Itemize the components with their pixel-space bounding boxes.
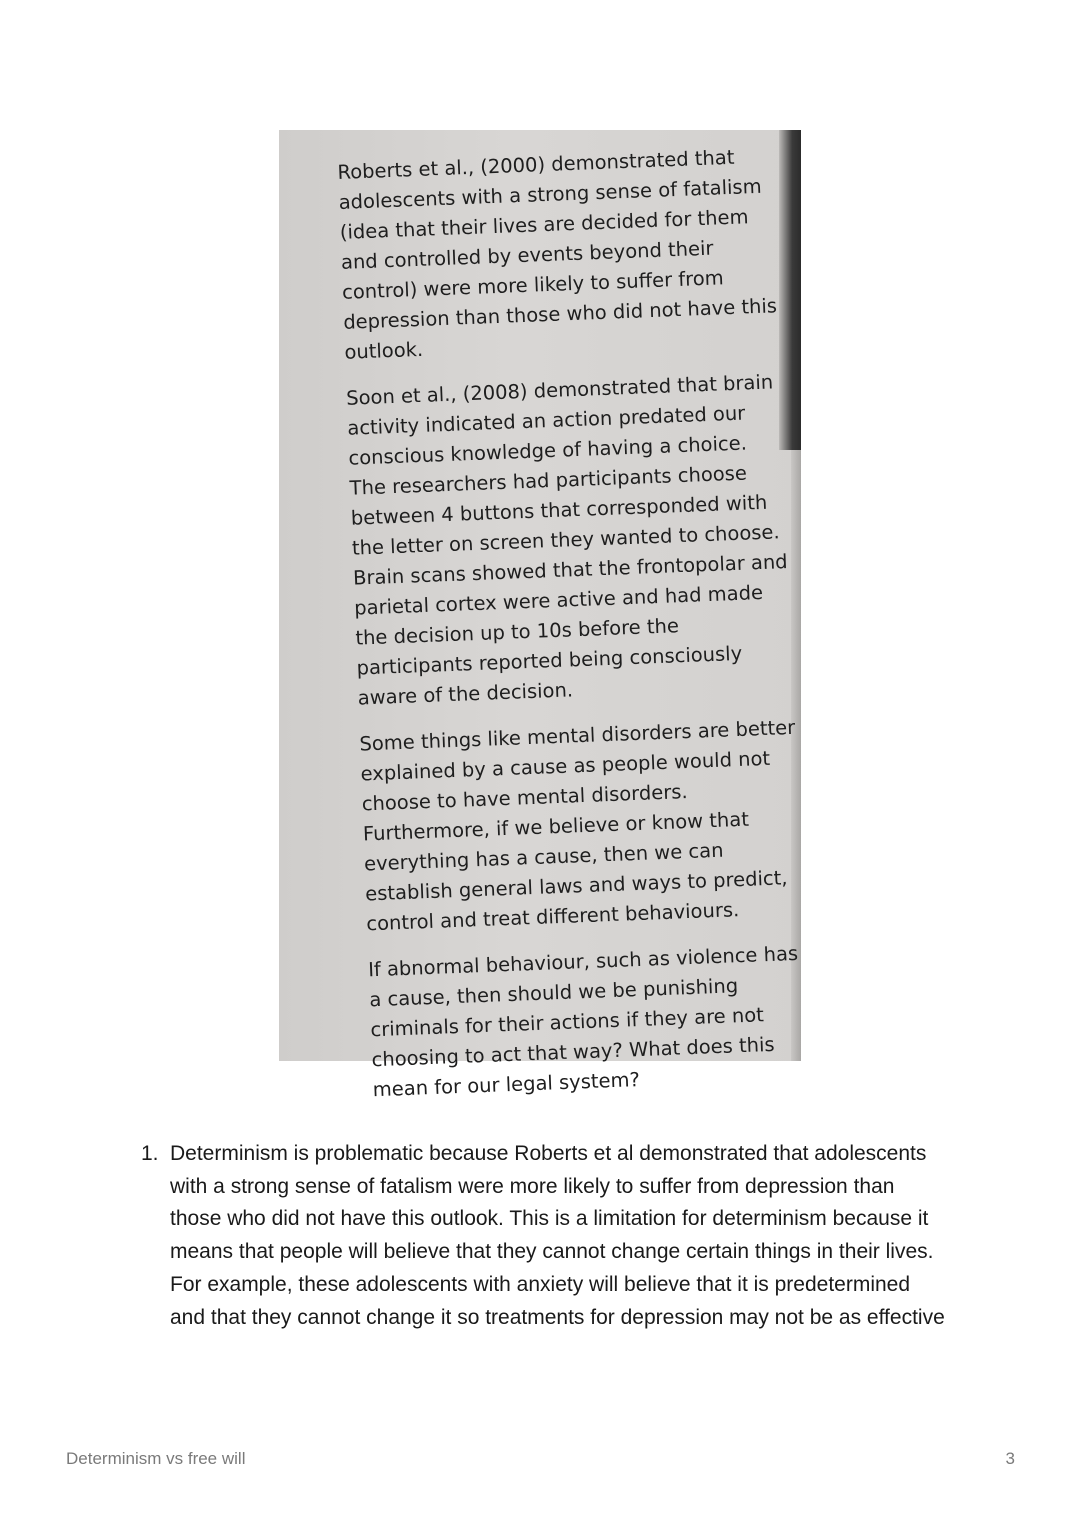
photo-paragraph-abnormal-behaviour: If abnormal behaviour, such as violence has a cause, then should we be punishing criminals for their actions if they are not choosing to act that way? What does this mean for our legal system? [367, 941, 799, 1102]
photo-paragraph-soon: Soon et al., (2008) demonstrated that brain activity indicated an action predated our conscious knowledge of having a choice. The researchers had participants choose between 4 buttons that corresponded with the letter on screen they wanted to choose. Brain scans showed that the frontopolar and parietal cortex were active and had made the decision up to 10s before the participants reported being consciously aware of the decision. [345, 370, 788, 710]
footer-title: Determinism vs free will [66, 1449, 246, 1468]
list-item-number: 1. [141, 1142, 159, 1165]
page-number: 3 [1005, 1449, 1015, 1468]
photo-of-text [279, 130, 801, 1102]
photo-text-block [337, 141, 814, 1121]
photo-paragraph-mental-disorders: Some things like mental disorders are better explained by a cause as people would not choose to have mental disorders. Furthermore, if we believe or know that everything has a cause, then we can establish general laws and ways to predict, control and treat different behaviours. [359, 715, 796, 936]
numbered-list [135, 1138, 945, 1334]
photo-paragraph-roberts: Roberts et al., (2000) demonstrated that adolescents with a strong sense of fatalism (idea that their lives are decided for them and controlled by events beyond their control) were more likely to suffer from depression than those who did not have this outlook. [337, 145, 778, 364]
list-item [135, 1138, 945, 1334]
list-item-text: Determinism is problematic because Roberts et al demonstrated that adolescents with a strong sense of fatalism were more likely to suffer from depression than those who did not have this outlook. This is a limitation for determinism because it means that people will believe that they cannot change certain things in their lives. For example, these adolescents with anxiety will believe that it is predetermined and that they cannot change it so treatments for depression may not be as effective [170, 1142, 945, 1329]
